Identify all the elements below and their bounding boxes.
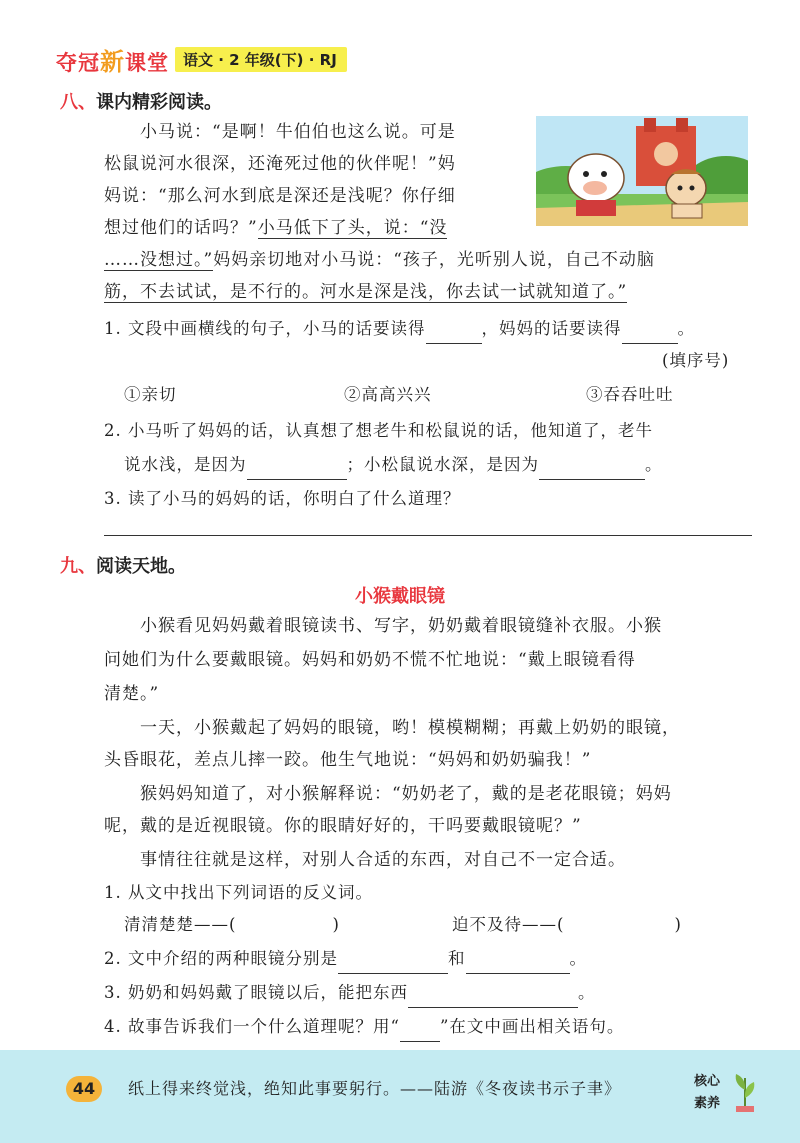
passage-line-3: 妈说：“那么河水到底是深还是浅呢？你仔细 xyxy=(104,186,456,206)
passage-line-6: 筋，不去试试，是不行的。河水是深是浅，你去试一试就知道了。” xyxy=(104,282,628,302)
story-title: 小猴戴眼镜 xyxy=(355,586,445,607)
section-8-title: 八、课内精彩阅读。 xyxy=(60,92,222,113)
s8-q3-answer-line[interactable] xyxy=(104,535,752,536)
s9-q1-word-1: 清清楚楚——( ) xyxy=(124,915,340,934)
passage-line-4: 想过他们的话吗？”小马低下了头，说：“没 xyxy=(104,218,448,238)
horse-illustration xyxy=(536,116,748,226)
s9-question-4: 4. 故事告诉我们一个什么道理呢？用“ ”在文中画出相关语句。 xyxy=(104,1012,624,1042)
story-line-1: 小猴看见妈妈戴着眼镜读书、写字，奶奶戴着眼镜缝补衣服。小猴 xyxy=(140,616,662,636)
section-9-title: 九、阅读天地。 xyxy=(60,556,186,577)
passage-line-2: 松鼠说河水很深，还淹死过他的伙伴呢！”妈 xyxy=(104,154,456,174)
q2-blank-2[interactable] xyxy=(539,457,645,480)
story-line-3: 清楚。” xyxy=(104,684,160,704)
q2-blank-1[interactable] xyxy=(247,457,347,480)
story-line-2: 问她们为什么要戴眼镜。妈妈和奶奶不慌不忙地说：“戴上眼镜看得 xyxy=(104,650,636,670)
s8-option-1: ①亲切 xyxy=(124,385,177,404)
s9-q2-blank-1[interactable] xyxy=(338,951,448,974)
passage-line-1: 小马说：“是啊！牛伯伯也这么说。可是 xyxy=(140,122,456,142)
s8-option-3: ③吞吞吐吐 xyxy=(586,385,674,404)
s9-q2-blank-2[interactable] xyxy=(466,951,570,974)
page-footer xyxy=(0,1050,800,1143)
s9-q1-word-2: 迫不及待——( ) xyxy=(452,915,682,934)
s8-question-3: 3. 读了小马的妈妈的话，你明白了什么道理？ xyxy=(104,489,461,508)
story-line-4: 一天，小猴戴起了妈妈的眼镜，哟！模模糊糊；再戴上奶奶的眼镜， xyxy=(140,718,680,738)
core-literacy-badge: 核心 素养 xyxy=(688,1066,760,1116)
footer-quote: 纸上得来终觉浅，绝知此事要躬行。——陆游《冬夜读书示子聿》 xyxy=(128,1079,622,1098)
story-line-6: 猴妈妈知道了，对小猴解释说：“奶奶老了，戴的是老花眼镜；妈妈 xyxy=(140,784,672,804)
subject-label: 语文 · 2 年级(下) · RJ xyxy=(175,47,347,72)
passage-line-5: ……没想过。”妈妈亲切地对小马说：“孩子，光听别人说，自己不动脑 xyxy=(104,250,655,270)
brand-logo: 夺冠新课堂 xyxy=(56,47,169,76)
page-header xyxy=(56,44,347,74)
q1-blank-2[interactable] xyxy=(622,321,678,344)
plant-icon xyxy=(732,1068,758,1112)
page-number: 44 xyxy=(66,1076,102,1102)
s9-question-3: 3. 奶奶和妈妈戴了眼镜以后，能把东西 。 xyxy=(104,978,596,1008)
story-line-7: 呢，戴的是近视眼镜。你的眼睛好好的，干吗要戴眼镜呢？” xyxy=(104,816,582,836)
q1-blank-1[interactable] xyxy=(426,321,482,344)
s9-q4-blank[interactable] xyxy=(400,1019,440,1042)
s8-question-2-line-2: 说水浅，是因为 ；小松鼠说水深，是因为 。 xyxy=(124,450,663,480)
story-line-8: 事情往往就是这样，对别人合适的东西，对自己不一定合适。 xyxy=(140,850,626,870)
s9-q3-blank[interactable] xyxy=(408,985,578,1008)
s8-q1-hint: (填序号) xyxy=(662,351,730,370)
s8-question-2-line-1: 2. 小马听了妈妈的话，认真想了想老牛和松鼠说的话，他知道了，老牛 xyxy=(104,421,653,440)
s8-question-1: 1. 文段中画横线的句子，小马的话要读得 ，妈妈的话要读得 。 xyxy=(104,314,695,344)
story-line-5: 头昏眼花，差点儿摔一跤。他生气地说：“妈妈和奶奶骗我！” xyxy=(104,750,592,770)
s8-option-2: ②高高兴兴 xyxy=(344,385,432,404)
s9-question-1: 1. 从文中找出下列词语的反义词。 xyxy=(104,883,373,902)
s9-question-2: 2. 文中介绍的两种眼镜分别是 和 。 xyxy=(104,944,587,974)
